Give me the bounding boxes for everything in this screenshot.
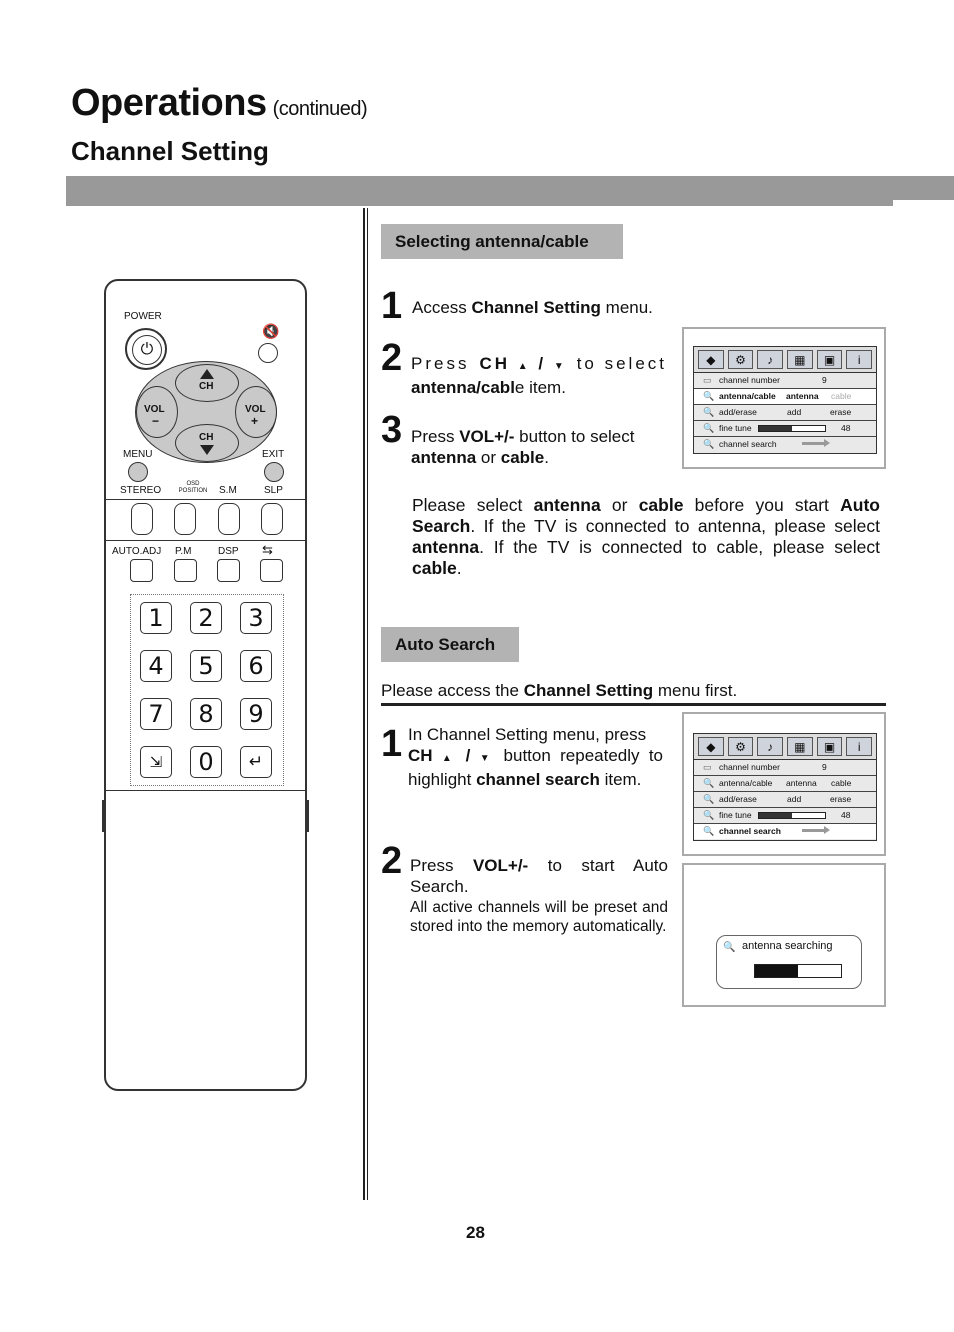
sm-button [218, 503, 240, 535]
tv-screen-searching [682, 863, 886, 1007]
text-run: In Channel Setting menu, press [408, 725, 647, 744]
ch-up-icon [200, 369, 214, 379]
osd-label-line1: OSD [186, 481, 200, 487]
magnifier-icon: 🔍 [723, 942, 736, 953]
magnifier-icon: 🔍 [703, 439, 715, 449]
divider [381, 703, 886, 706]
vol-minus-label: VOL [144, 404, 165, 415]
triangle-up-icon: ▲ [517, 361, 531, 372]
text-run: to start Auto Search. [410, 856, 668, 896]
dsp-label: DSP [218, 546, 239, 557]
channel-icon: ▦ [787, 737, 813, 756]
text-run: . [544, 448, 549, 467]
dsp-button [217, 559, 240, 582]
row-value: add [787, 794, 802, 804]
text-run: . If the TV is connected to antenna, please select [470, 516, 880, 536]
digit-4-button: 4 [140, 650, 172, 682]
bold-term: VOL+/- [472, 856, 529, 875]
row-value: 48 [841, 810, 851, 820]
row-value: 9 [822, 762, 827, 772]
menu-row-channel-search [694, 824, 876, 839]
magnifier-icon: 🔍 [703, 778, 715, 788]
row-label: add/erase [719, 407, 757, 417]
bold-term: CH [479, 354, 510, 373]
step-number: 3 [381, 409, 403, 451]
menu-row-channel-search [694, 437, 876, 452]
osd-label-line2: POSITION [178, 488, 208, 494]
text-run: Press [410, 856, 473, 875]
ch-key [479, 353, 566, 377]
digit-1-button: 1 [140, 602, 172, 634]
column-divider [363, 208, 365, 1200]
row-value-dim: cable [831, 391, 852, 401]
slp-button [261, 503, 283, 535]
ch-up-button [175, 364, 239, 402]
text-run: . If the TV is connected to cable, please select [479, 537, 880, 557]
step-detail: All active channels will be preset and stored into the memory automatically. [410, 899, 668, 935]
menu-row-channel-number [694, 373, 876, 389]
function-icon: ▣ [817, 737, 843, 756]
digit-5-button: 5 [190, 650, 222, 682]
divider [106, 540, 305, 541]
title-text: Operations [71, 82, 267, 124]
step-text [411, 426, 667, 468]
text-run: Press [411, 354, 470, 373]
channel-setting-menu [693, 346, 877, 454]
bold-term: cable [500, 448, 545, 467]
ch-down-button [175, 424, 239, 462]
text-run: Please access the [381, 681, 524, 700]
swap-button [260, 559, 283, 582]
triangle-down-icon: ▼ [553, 361, 567, 372]
ch-up-label: CH [199, 381, 214, 392]
channel-setting-menu [693, 733, 877, 841]
magnifier-icon: 🔍 [703, 810, 715, 820]
stereo-button [131, 503, 153, 535]
power-button [125, 328, 167, 370]
digit-3-button: 3 [240, 602, 272, 634]
arrow-right-icon [802, 442, 824, 445]
digit-9-button: 9 [240, 698, 272, 730]
step-number: 2 [381, 337, 403, 379]
magnifier-icon: 🔍 [703, 391, 715, 401]
picture-icon: ◆ [698, 350, 724, 369]
bold-term: cable [638, 495, 684, 515]
sound-icon: ♪ [757, 350, 783, 369]
bold-term: antenna/cabl [411, 378, 515, 397]
text-run: . [456, 558, 462, 578]
swap-icon: ⇆ [262, 542, 273, 557]
magnifier-icon: 🔍 [703, 423, 715, 433]
minus-icon: − [152, 414, 160, 428]
bold-term: Channel Setting [523, 681, 654, 700]
input-source-icon: ⇲ [140, 746, 172, 778]
bold-term: antenna [412, 537, 480, 557]
text-run: or [476, 448, 501, 467]
plus-icon: + [251, 414, 259, 428]
text-run: e item. [514, 378, 566, 397]
section-label-antenna-cable: Selecting antenna/cable [381, 224, 623, 259]
info-icon: i [846, 737, 872, 756]
tv-icon: ▭ [703, 762, 712, 772]
menu-icon-bar [694, 347, 876, 373]
row-value: antenna [786, 391, 819, 401]
power-label: POWER [124, 311, 162, 322]
menu-row-antenna-cable [694, 776, 876, 792]
digit-2-button: 2 [190, 602, 222, 634]
digit-6-button: 6 [240, 650, 272, 682]
picture-icon: ◆ [698, 737, 724, 756]
step-text [408, 724, 663, 790]
exit-label: EXIT [262, 449, 285, 460]
mute-icon: 🔇 [262, 323, 280, 339]
fine-tune-fill [759, 426, 792, 431]
intro-text [381, 680, 737, 701]
header-band [66, 176, 954, 206]
text-run: before you start [683, 495, 841, 515]
menu-row-antenna-cable [694, 389, 876, 405]
bold-term: VOL+/- [459, 427, 515, 446]
magnifier-icon: 🔍 [703, 794, 715, 804]
search-progress-bar [754, 964, 842, 978]
row-value: erase [830, 407, 852, 417]
divider [106, 499, 305, 500]
row-value: 48 [841, 423, 851, 433]
menu-row-fine-tune [694, 421, 876, 437]
fine-tune-fill [759, 813, 792, 818]
tv-icon: ▭ [703, 375, 712, 385]
divider [106, 790, 305, 791]
bold-term: antenna [411, 448, 477, 467]
side-grip [102, 800, 105, 832]
power-icon: ⏻ [132, 335, 162, 365]
section-heading: Channel Setting [71, 136, 269, 166]
sm-label: S.M [219, 485, 237, 496]
slp-label: SLP [264, 485, 283, 496]
row-label: fine tune [719, 810, 752, 820]
digit-8-button: 8 [190, 698, 222, 730]
text-run: Press [411, 427, 460, 446]
column-divider-thin [367, 208, 368, 1200]
row-label: antenna/cable [719, 391, 776, 401]
step-number: 1 [381, 285, 403, 327]
pm-label: P.M [175, 546, 192, 557]
fine-tune-bar [758, 812, 826, 819]
bold-term: antenna [533, 495, 601, 515]
function-icon: ▣ [817, 350, 843, 369]
row-value: erase [830, 794, 852, 804]
menu-row-fine-tune [694, 808, 876, 824]
vol-plus-label: VOL [245, 404, 266, 415]
search-progress-fill [755, 965, 798, 977]
step-text [411, 353, 667, 398]
digit-7-button: 7 [140, 698, 172, 730]
fine-tune-bar [758, 425, 826, 432]
row-label: channel number [719, 762, 780, 772]
stereo-label: STEREO [120, 485, 162, 496]
header-band-notch [893, 200, 954, 208]
text-run: Please select [412, 495, 534, 515]
row-value: antenna [786, 778, 817, 788]
searching-dialog [716, 935, 862, 989]
bold-term: Auto Search [412, 495, 880, 536]
row-label: antenna/cable [719, 778, 773, 788]
step-number: 1 [381, 723, 403, 765]
mute-button [258, 343, 278, 363]
menu-row-add-erase [694, 405, 876, 421]
menu-button [128, 462, 148, 482]
text-run: button to select [514, 427, 635, 446]
text-run: menu first. [653, 681, 738, 700]
info-icon: i [846, 350, 872, 369]
triangle-up-icon: ▲ [441, 753, 457, 764]
auto-adj-label: AUTO.ADJ [112, 546, 162, 557]
row-label: add/erase [719, 794, 757, 804]
vol-plus-button [235, 386, 277, 438]
row-value: 9 [822, 375, 827, 385]
bold-term: / [456, 746, 480, 765]
row-label: channel search [719, 439, 777, 449]
menu-row-channel-number [694, 760, 876, 776]
text-run: or [600, 495, 639, 515]
magnifier-icon: 🔍 [703, 407, 715, 417]
ch-down-label: CH [199, 432, 214, 443]
triangle-down-icon: ▼ [479, 753, 495, 764]
page-number: 28 [466, 1223, 485, 1242]
text-run: button repeatedly to highlight [408, 746, 663, 789]
text-run: to select [576, 354, 667, 373]
row-label: fine tune [719, 423, 752, 433]
row-label: channel number [719, 375, 780, 385]
section-label-auto-search: Auto Search [381, 627, 519, 662]
setup-icon: ⚙ [728, 737, 754, 756]
menu-icon-bar [694, 734, 876, 760]
tv-screen-channel-search [682, 712, 886, 856]
tv-screen-channel-setting [682, 327, 886, 469]
step-number: 2 [381, 840, 403, 882]
menu-row-add-erase [694, 792, 876, 808]
pm-button [174, 559, 197, 582]
bold-term: / [530, 354, 554, 373]
row-value: cable [831, 778, 852, 788]
channel-icon: ▦ [787, 350, 813, 369]
note-paragraph [412, 495, 880, 579]
text-run: item. [599, 770, 642, 789]
bold-term: CH [408, 746, 433, 765]
digit-0-button: 0 [190, 746, 222, 778]
side-grip [306, 800, 309, 832]
bold-term: cable [412, 558, 457, 578]
remote-control [104, 279, 307, 1091]
bold-term: Channel Setting [471, 298, 601, 317]
sound-icon: ♪ [757, 737, 783, 756]
vol-minus-button [136, 386, 178, 438]
setup-icon: ⚙ [728, 350, 754, 369]
text-run: menu. [600, 298, 653, 317]
auto-adj-button [130, 559, 153, 582]
magnifier-icon: 🔍 [703, 826, 715, 836]
title-suffix: (continued) [272, 98, 368, 120]
menu-label: MENU [123, 449, 153, 460]
osd-position-label [178, 481, 208, 495]
row-value: add [787, 407, 802, 417]
bold-term: channel search [476, 770, 600, 789]
step-line [411, 353, 667, 377]
osd-position-button [174, 503, 196, 535]
step-line [411, 377, 667, 398]
searching-label: antenna searching [742, 940, 833, 952]
arrow-right-icon [802, 829, 824, 832]
row-label: channel search [719, 826, 781, 836]
ch-down-icon [200, 445, 214, 455]
exit-button [264, 462, 284, 482]
step-text [412, 297, 653, 318]
page-title [71, 82, 367, 125]
step-text [410, 855, 668, 897]
text-run: Access [412, 298, 472, 317]
return-icon: ↵ [240, 746, 272, 778]
